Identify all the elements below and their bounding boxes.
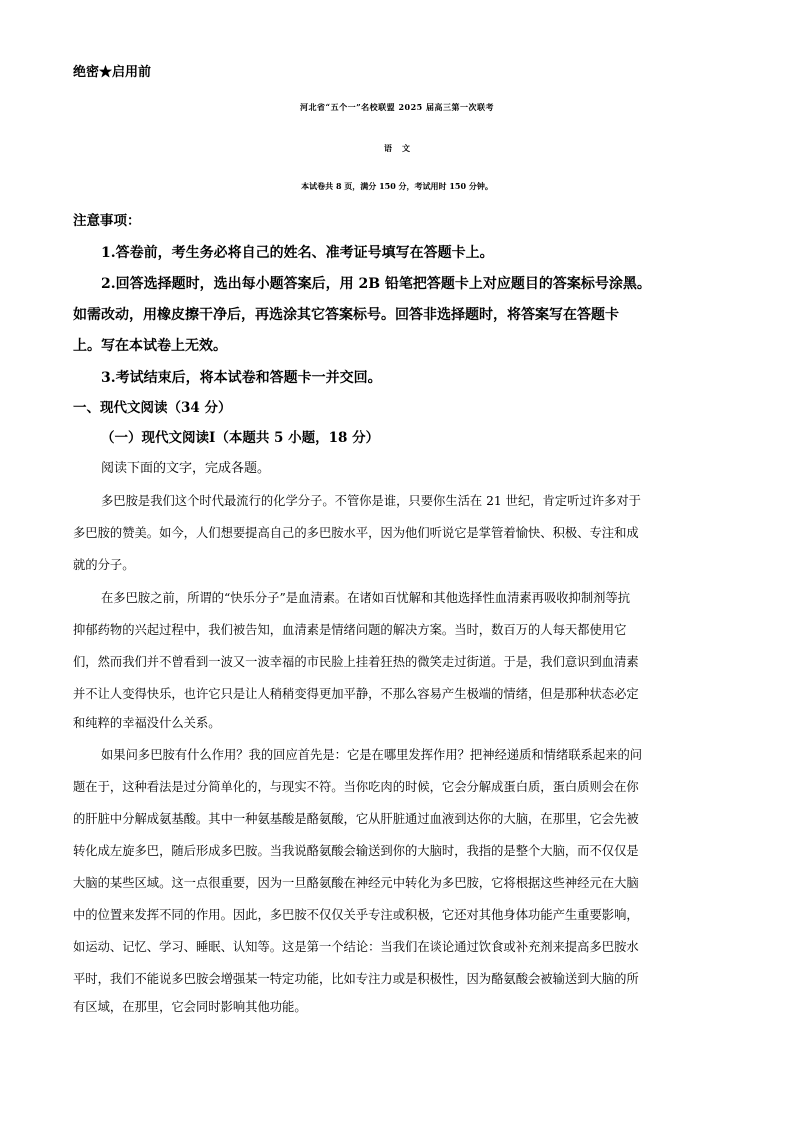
passage-line: 们，然而我们并不曾看到一波又一波幸福的市民脸上挂着狂热的微笑走过街道。于是，我们意识到血清素 bbox=[73, 655, 639, 669]
exam-info: 本试卷共 8 页，满分 150 分，考试用时 150 分钟。 bbox=[301, 181, 493, 191]
passage-line: 就的分子。 bbox=[73, 558, 135, 572]
notice-line: 2.回答选择题时，选出每小题答案后，用 2B 铅笔把答题卡上对应题目的答案标号涂黑。 bbox=[101, 276, 651, 292]
passage-line: 如果问多巴胺有什么作用？我的回应首先是：它是在哪里发挥作用？把神经递质和情绪联系起来的问 bbox=[101, 748, 643, 762]
passage-line: 平时，我们不能说多巴胺会增强某一特定功能，比如专注力或是积极性，因为酪氨酸会被输送到大脑的所 bbox=[73, 972, 639, 986]
passage-line: 题在于，这种看法是过分简单化的，与现实不符。当你吃肉的时候，它会分解成蛋白质，蛋白质则会在你 bbox=[73, 780, 639, 794]
passage-line: 中的位置来发挥不同的作用。因此，多巴胺不仅仅关乎专注或积极，它还对其他身体功能产生重要影响， bbox=[73, 908, 639, 922]
confidential-label: 绝密★启用前 bbox=[73, 65, 152, 80]
section-heading: 一、现代文阅读（34 分） bbox=[73, 400, 232, 416]
passage-line: 在多巴胺之前，所谓的“快乐分子”是血清素。在诸如百忧解和其他选择性血清素再吸收抑制剂等抗 bbox=[101, 591, 631, 605]
passage-line: 如运动、记忆、学习、睡眠、认知等。这是第一个结论：当我们在谈论通过饮食或补充剂来提高多巴胺水 bbox=[73, 940, 639, 954]
passage-line: 并不让人变得快乐，也许它只是让人稍稍变得更加平静，不那么容易产生极端的情绪，但是那种状态必定 bbox=[73, 687, 639, 701]
exam-title: 河北省“五个一”名校联盟 2025 届高三第一次联考 bbox=[299, 102, 495, 112]
notice-line: 如需改动，用橡皮擦干净后，再选涂其它答案标号。回答非选择题时，将答案写在答题卡 bbox=[73, 307, 619, 323]
notice-title: 注意事项： bbox=[73, 213, 141, 229]
passage-line: 有区域，在那里，它会同时影响其他功能。 bbox=[73, 1000, 307, 1014]
passage-line: 和纯粹的幸福没什么关系。 bbox=[73, 716, 221, 730]
passage-line: 转化成左旋多巴，随后形成多巴胺。当我说酪氨酸会输送到你的大脑时，我指的是整个大脑，而不仅仅是 bbox=[73, 844, 639, 858]
notice-line: 3.考试结束后，将本试卷和答题卡一并交回。 bbox=[101, 370, 382, 386]
notice-line: 1.答卷前，考生务必将自己的姓名、准考证号填写在答题卡上。 bbox=[101, 245, 494, 261]
passage-line: 大脑的某些区域。这一点很重要，因为一旦酪氨酸在神经元中转化为多巴胺，它将根据这些神经元在大脑 bbox=[73, 876, 639, 890]
section-subheading: （一）现代文阅读Ⅰ（本题共 5 小题，18 分） bbox=[101, 430, 380, 446]
passage-line: 的肝脏中分解成氨基酸。其中一种氨基酸是酪氨酸，它从肝脏通过血液到达你的大脑，在那里，它会先被 bbox=[73, 812, 639, 826]
notice-line: 上。写在本试卷上无效。 bbox=[73, 338, 227, 354]
passage-line: 多巴胺的赞美。如今，人们想要提高自己的多巴胺水平，因为他们听说它是掌管着愉快、积极、专注和成 bbox=[73, 526, 639, 540]
subject-title: 语文 bbox=[384, 143, 420, 153]
passage-line: 多巴胺是我们这个时代最流行的化学分子。不管你是谁，只要你生活在 21 世纪，肯定听过许多对于 bbox=[101, 494, 641, 508]
reading-instruction: 阅读下面的文字，完成各题。 bbox=[101, 461, 271, 476]
passage-line: 抑郁药物的兴起过程中，我们被告知，血清素是情绪问题的解决方案。当时，数百万的人每天都使用它 bbox=[73, 623, 627, 637]
